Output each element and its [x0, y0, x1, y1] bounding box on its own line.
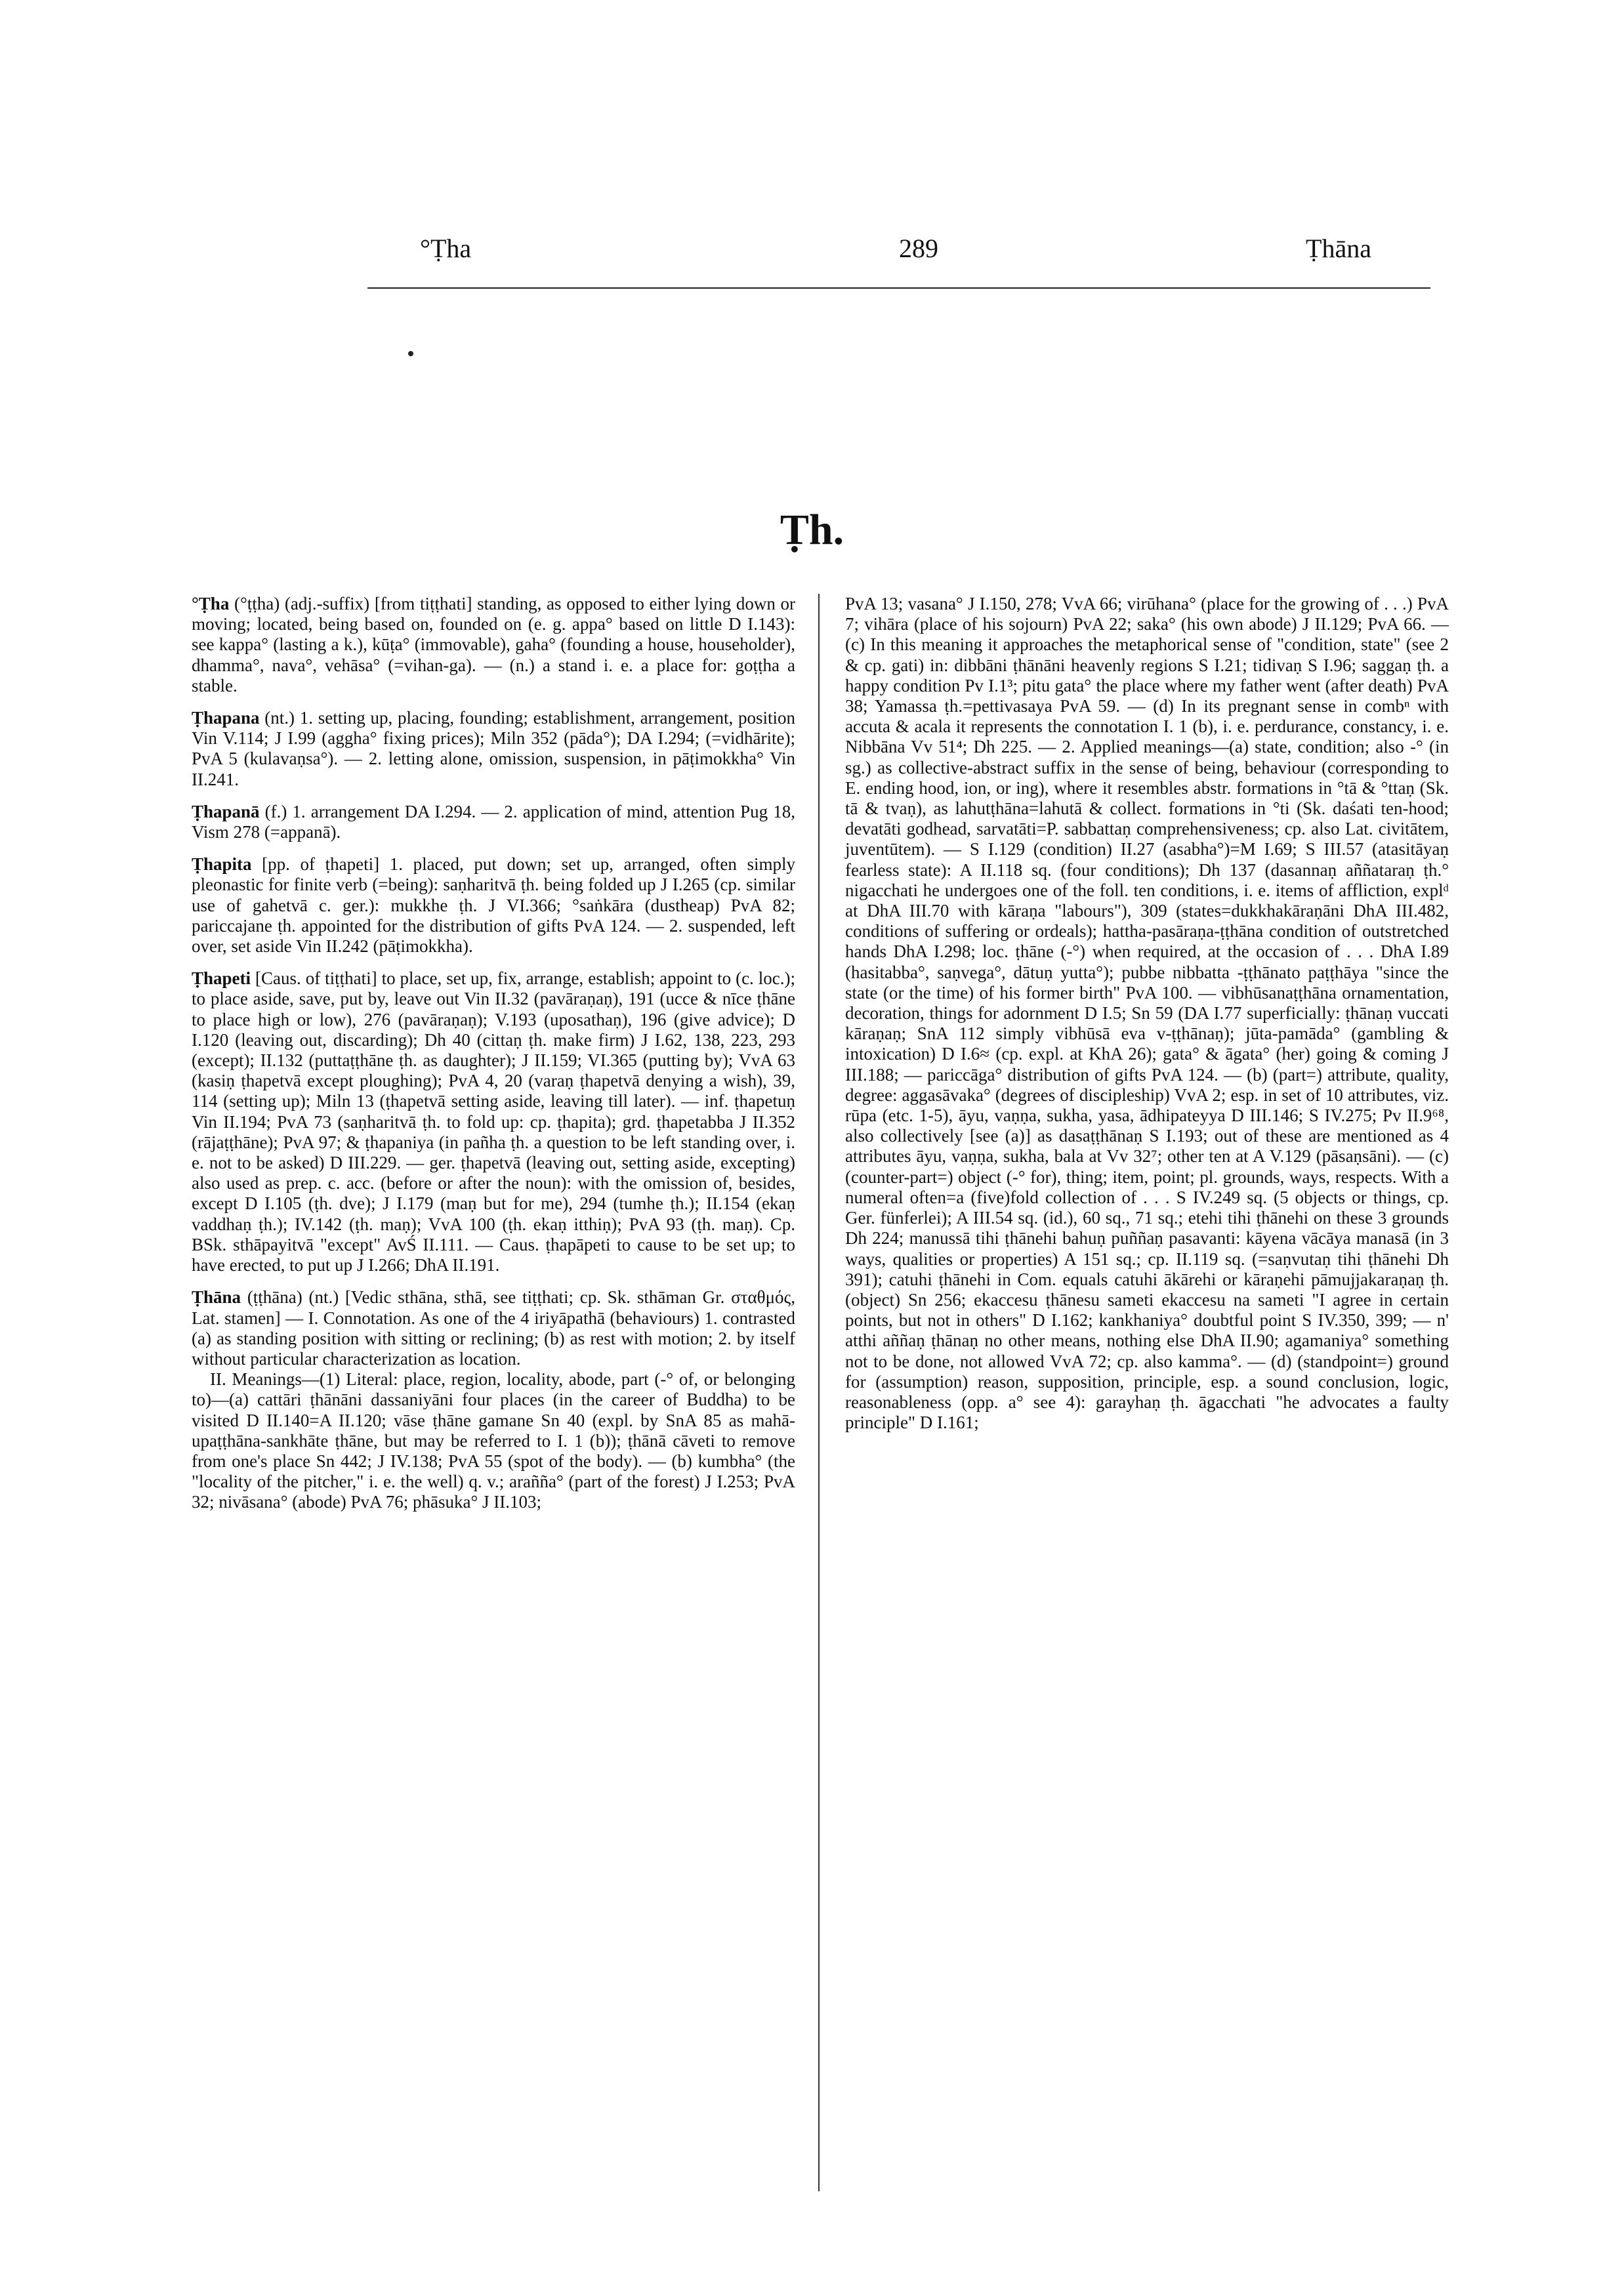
entry-subparagraph: II. Meanings—(1) Literal: place, region, locality, abode, part (-° of, or belonging to)—(a) cattāri ṭhānāni dassaniyāni four places (in the career of Buddha) to be visited D II.140=A II.120; vāse ṭhāne gamane Sn 40 (expl. by SnA 85 as mahā-upaṭṭhāna-sankhāte ṭhāne, but may be referred to I. 1 (b)); ṭhānā cāveti to remove from one's place Sn 442; J IV.138; PvA 55 (spot of the body). — (b) kumbha° (the "locality of the pitcher," i. e. the well) q. v.; arañña° (part of the forest) J I.253; PvA 32; nivāsana° (abode) PvA 76; phāsuka° J II.103; [192, 1369, 795, 1512]
column-divider [818, 594, 820, 2191]
entry-headword: Ṭhāna [192, 1287, 241, 1308]
dictionary-entry [192, 802, 795, 842]
right-column [845, 594, 1449, 1433]
entry-headword: Ṭhapana [192, 708, 260, 728]
entry-body: (ṭṭhāna) (nt.) [Vedic sthāna, sthā, see tiṭṭhati; cp. Sk. sthāman Gr. σταθμός, Lat. stamen] — I. Connotation. As one of the 4 iriyāpathā (behaviours) 1. contrasted (a) as standing position with sitting or reclining; (b) as rest with motion; 2. by itself without particular characterization as location. [192, 1287, 795, 1369]
header-rule [367, 287, 1430, 289]
entry-continuation: PvA 13; vasana° J I.150, 278; VvA 66; virūhana° (place for the growing of . . .) PvA 7; vihāra (place of his sojourn) PvA 22; saka° (his own abode) J II.129; PvA 66. — (c) In this meaning it approaches the metaphorical sense of "condition, state" (see 2 & cp. gati) in: dibbāni ṭhānāni heavenly regions S I.21; tidivaṇ S I.96; saggaṇ ṭh. a happy condition Pv I.1³; pitu gata° the place where my father went (after death) PvA 38; Yamassa ṭh.=pettivasaya PvA 59. — (d) In its pregnant sense in combⁿ with accuta & acala it represents the connotation I. 1 (b), i. e. perdurance, constancy, i. e. Nibbāna Vv 51⁴; Dh 225. — 2. Applied meanings—(a) state, condition; also -° (in sg.) as collective-abstract suffix in the sense of being, behaviour (corresponding to E. ending hood, ion, or ing), where it resembles abstr. formations in °tā & °ttaṇ (Sk. tā & tvaṇ), as lahutṭhāna=lahutā & collect. formations in °ti (Sk. daśati ten-hood; devatāti godhead, sarvatāti=P. sabbattaṇ comprehensiveness; cp. also Lat. civitātem, juventūtem). — S I.129 (condition) II.27 (asabha°)=M I.69; S III.57 (atasitāyaṇ fearless state): A II.118 sq. (four conditions); Dh 137 (dasannaṇ aññataraṇ ṭh.° nigacchati he undergoes one of the foll. ten conditions, i. e. items of affliction, explᵈ at DhA III.70 with kāraṇa "labours"), 309 (states=dukkhakāraṇāni DhA III.482, conditions of suffering or ordeals); hattha-pasāraṇa-ṭṭhāna condition of outstretched hands DhA I.298; loc. ṭhāne (-°) when required, at the occasion of . . . DhA I.89 (hasitabba°, saṇvega°, dātuṇ yutta°); pubbe nibbatta -ṭṭhānato paṭṭhāya "since the state (or the time) of his former birth" PvA 100. — vibhūsanaṭṭhāna ornamentation, decoration, things for adornment D I.5; Sn 59 (DA I.77 superficially: ṭhānaṇ vuccati kāraṇaṇ; SnA 112 simply vibhūsā eva v-ṭṭhānaṇ); jūta-pamāda° (gambling & intoxication) D I.6≈ (cp. expl. at KhA 26); gata° & āgata° (her) going & coming J III.188; — pariccāga° distribution of gifts PvA 124. — (b) (part=) attribute, quality, degree: aggasāvaka° (degrees of discipleship) VvA 2; esp. in set of 10 attributes, viz. rūpa (etc. 1-5), āyu, vaṇṇa, sukha, yasa, ādhipateyya D III.146; S IV.275; Pv II.9⁶⁸, also collectively [see (a)] as dasaṭṭhānaṇ S I.193; out of these are mentioned as 4 attributes āyu, vaṇṇa, sukha, bala at Vv 32⁷; other ten at A V.129 (pāsaṇsāni). — (c) (counter-part=) object (-° for), thing; item, point; pl. grounds, ways, respects. With a numeral often=a (five)fold collection of . . . S IV.249 sq. (5 objects or things, cp. Ger. fünferlei); A III.54 sq. (id.), 60 sq., 71 sq.; etehi tihi ṭhānehi on these 3 grounds Dh 224; manussā tihi ṭhānehi bahuṇ puññaṇ pasavanti: kāyena vācāya manasā (in 3 ways, qualities or properties) A 151 sq.; cp. II.119 sq. (=saṇvutaṇ tihi ṭhānehi Dh 391); catuhi ṭhānehi in Com. equals catuhi ākārehi or kāraṇehi pāmujjakaraṇaṇ ṭh. (object) Sn 256; ekaccesu ṭhānesu sameti ekaccesu na sameti "I agree in certain points, but not in others" D I.162; kankhaniya° doubtful point S IV.350, 399; — n' atthi aññaṇ ṭhānaṇ no other means, nothing else DhA II.90; agamaniya° something not to be done, not allowed VvA 72; cp. also kamma°. — (d) (standpoint=) ground for (assumption) reason, supposition, principle, esp. a sound conclusion, logic, reasonableness (opp. a° see 4): garayhaṇ ṭh. āgacchati "he advocates a faulty principle" D I.161; [845, 594, 1449, 1433]
print-mark [408, 351, 413, 356]
entry-body: [pp. of ṭhapeti] 1. placed, put down; set up, arranged, often simply pleonastic for finite verb (=being): saṇharitvā ṭh. being folded up J I.265 (cp. similar use of gahetvā c. ger.): mukkhe ṭh. J VI.366; °saṅkāra (dustheap) PvA 82; pariccajane ṭh. appointed for the distribution of gifts PvA 124. — 2. suspended, left over, set aside Vin II.242 (pāṭimokkha). [192, 854, 795, 957]
header-right-guideword: Ṭhāna [1306, 234, 1371, 263]
page-header [407, 233, 1430, 279]
section-title: Ṭh. [780, 506, 844, 554]
dictionary-entry [192, 968, 795, 1275]
dictionary-entry [192, 594, 795, 696]
entry-headword: Ṭhapanā [192, 801, 260, 821]
header-left-guideword: °Ṭha [420, 234, 472, 263]
dictionary-entry [192, 854, 795, 957]
entry-body: (nt.) 1. setting up, placing, founding; establishment, arrangement, position Vin V.114; J I.99 (aggha° fixing prices); Miln 352 (pāda°); DA I.294; (=vidhārite); PvA 5 (kulavaṇsa°). — 2. letting alone, omission, suspension, in pāṭimokkha° Vin II.241. [192, 708, 795, 789]
entry-headword: °Ṭha [192, 594, 230, 613]
entry-body: [Caus. of tiṭṭhati] to place, set up, fix, arrange, establish; appoint to (c. loc.); to place aside, save, put by, leave out Vin II.32 (pavāraṇaṇ), 191 (ucce & nīce ṭhāne to place high or low), 276 (pavāraṇaṇ); V.193 (uposathaṇ), 196 (give advice); D I.120 (leaving out, discarding); Dh 40 (cittaṇ ṭh. make firm) J I.62, 138, 223, 293 (except); II.132 (puttaṭṭhāne ṭh. as daughter); J II.159; VI.365 (putting by); VvA 63 (kasiṇ ṭhapetvā except ploughing); PvA 4, 20 (varaṇ ṭhapetvā denying a wish), 39, 114 (setting up); Miln 13 (ṭhapetvā setting aside, leaving till later). — inf. ṭhapetuṇ Vin II.194; PvA 73 (saṇharitvā ṭh. to fold up: cp. ṭhapita); grd. ṭhapetabba J II.352 (rājaṭṭhāne); PvA 97; & ṭhapaniya (in pañha ṭh. a question to be left standing over, i. e. not to be asked) D III.229. — ger. ṭhapetvā (leaving out, setting aside, excepting) also used as prep. c. acc. (before or after the noun): with the omission of, besides, except D I.105 (ṭh. dve); J I.179 (maṇ but for me), 294 (tumhe ṭh.); II.154 (ekaṇ vaddhaṇ ṭh.); IV.142 (ṭh. maṇ); VvA 100 (ṭh. ekaṇ itthiṇ); PvA 93 (ṭh. maṇ). Cp. BSk. sthāpayitvā "except" AvŚ II.111. — Caus. ṭhapāpeti to cause to be set up; to have erected, to put up J I.266; DhA II.191. [192, 968, 795, 1275]
page-number: 289 [899, 234, 938, 263]
left-column [192, 594, 795, 1525]
dictionary-entry [192, 1287, 795, 1512]
entry-body: (f.) 1. arrangement DA I.294. — 2. application of mind, attention Pug 18, Vism 278 (=appanā). [192, 801, 795, 842]
entry-headword: Ṭhapita [192, 854, 252, 875]
dictionary-entry [192, 708, 795, 790]
entry-body: (°ṭṭha) (adj.-suffix) [from tiṭṭhati] standing, as opposed to either lying down or moving; located, being based on, founded on (e. g. appa° based on little D I.143): see kappa° (lasting a k.), kūṭa° (immovable), gaha° (founding a house, householder), dhamma°, nava°, vehāsa° (=vihan-ga). — (n.) a stand i. e. a place for: goṭṭha a stable. [192, 594, 795, 695]
entry-headword: Ṭhapeti [192, 968, 251, 989]
